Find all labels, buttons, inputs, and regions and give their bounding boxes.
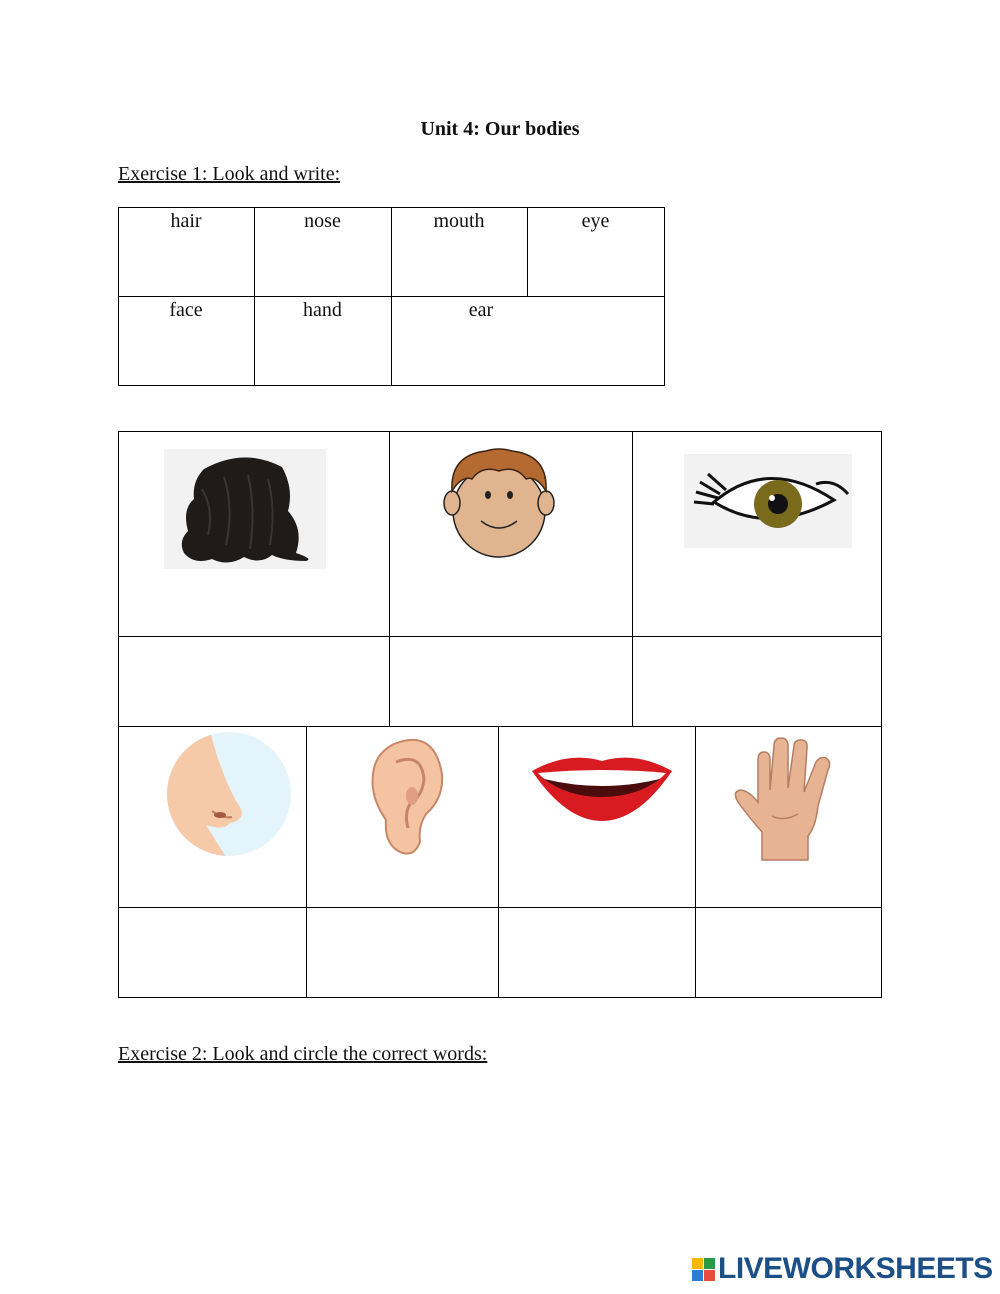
eye-image xyxy=(684,454,852,548)
word-nose: nose xyxy=(304,210,341,232)
ear-image xyxy=(364,734,474,858)
hand-image xyxy=(728,736,846,862)
worksheet-title: Unit 4: Our bodies xyxy=(420,118,580,140)
logo-mark-icon xyxy=(692,1258,715,1281)
picture-grid xyxy=(118,431,882,998)
face-image xyxy=(436,445,562,561)
logo-text: LIVEWORKSHEETS xyxy=(718,1252,993,1285)
word-eye: eye xyxy=(581,210,610,232)
liveworksheets-logo xyxy=(692,1252,993,1286)
exercise-2-heading: Exercise 2: Look and circle the correct words: xyxy=(118,1043,488,1065)
exercise-1-heading: Exercise 1: Look and write: xyxy=(118,163,341,185)
word-ear: ear xyxy=(468,299,494,321)
word-face: face xyxy=(169,299,203,321)
word-hair: hair xyxy=(170,210,202,232)
word-mouth: mouth xyxy=(433,210,485,232)
nose-image xyxy=(166,731,292,857)
mouth-image xyxy=(528,749,676,825)
word-hand: hand xyxy=(303,299,342,321)
word-bank xyxy=(118,207,665,386)
hair-image xyxy=(164,449,326,569)
